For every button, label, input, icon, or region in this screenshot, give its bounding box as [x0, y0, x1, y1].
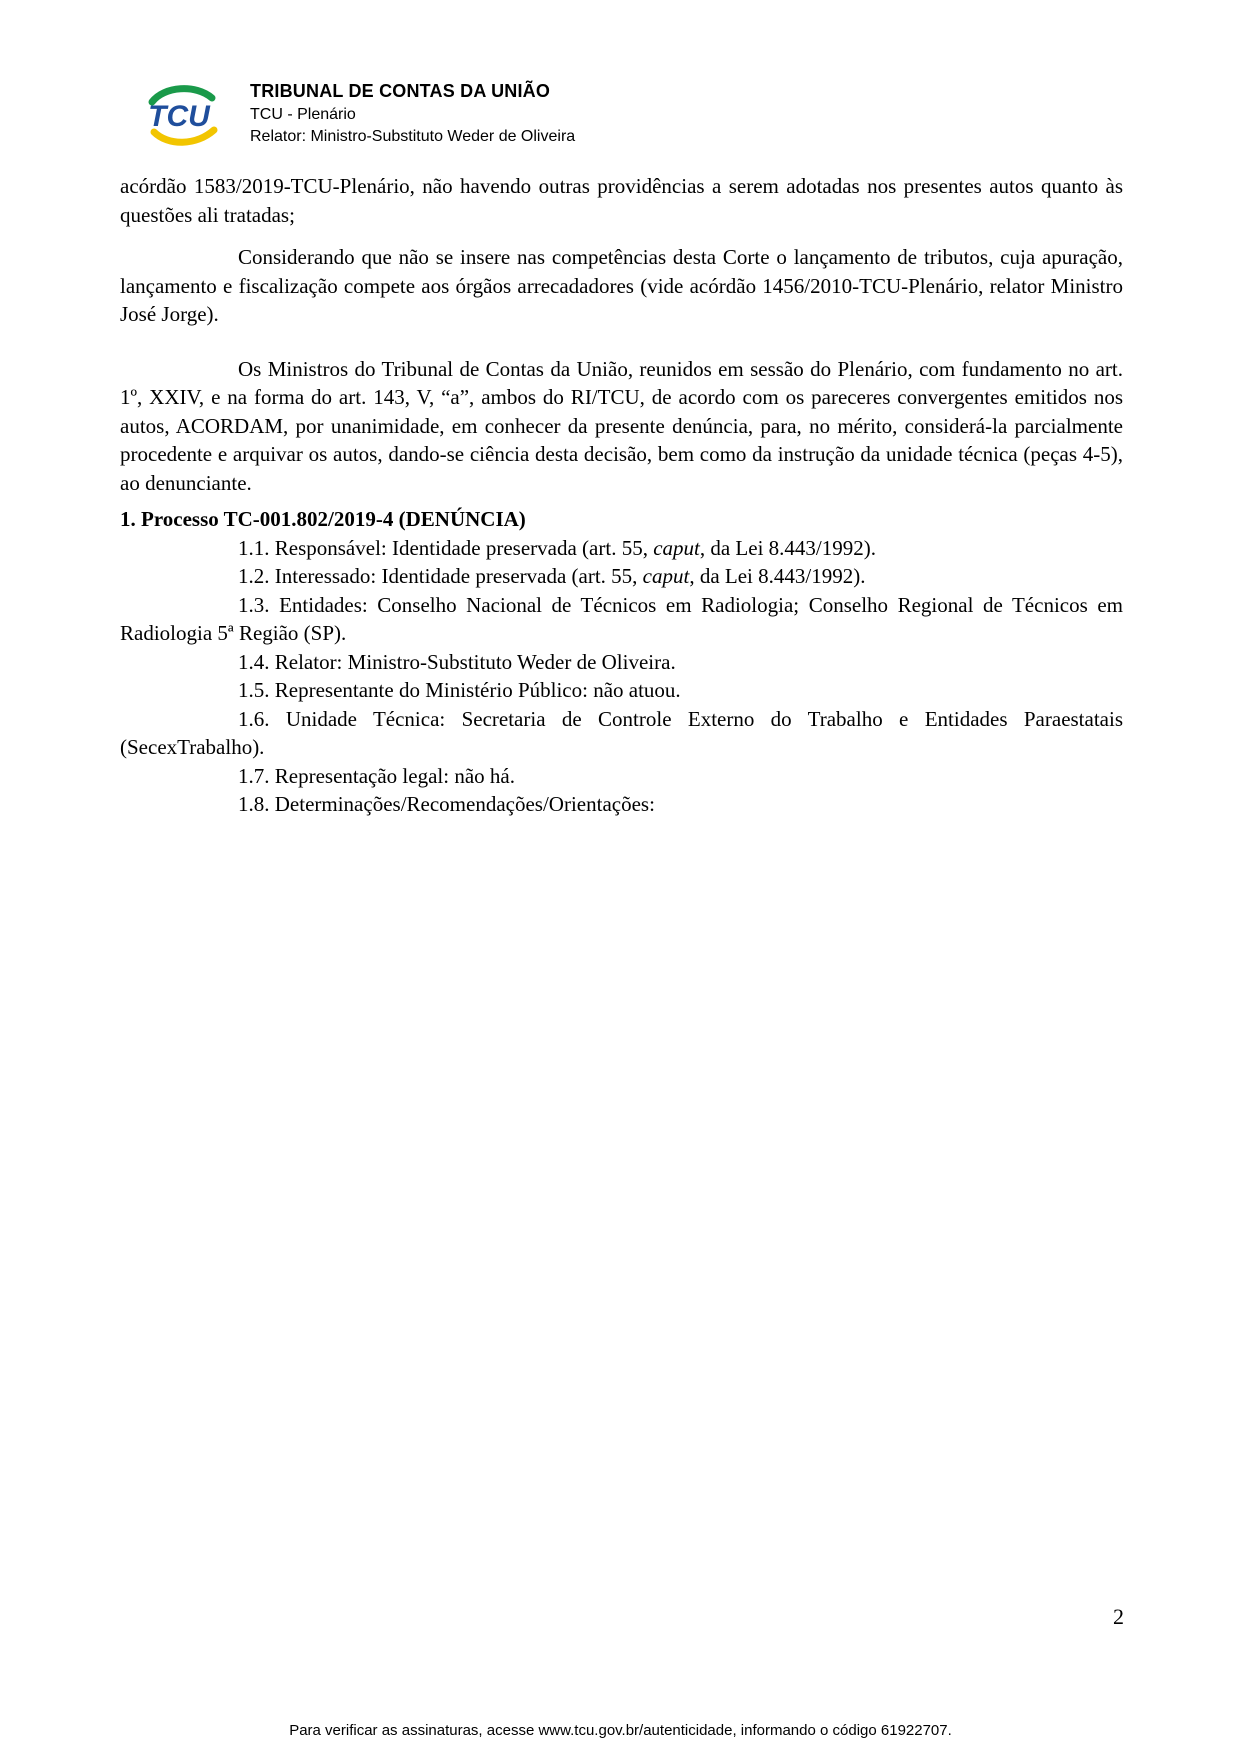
- paragraph-acordam: Os Ministros do Tribunal de Contas da União, reunidos em sessão do Plenário, com fundamento no art. 1º, XXIV, e na forma do art. 143, V, “a”, ambos do RI/TCU, de acordo com os pareceres convergentes emitidos nos autos, ACORDAM, por unanimidade, em conhecer da presente denúncia, para, no mérito, considerá-la parcialmente procedente e arquivar os autos, dando-se ciência desta decisão, bem como da instrução da unidade técnica (peças 4-5), ao denunciante.: [120, 356, 1123, 495]
- item-relator: 1.4. Relator: Ministro-Substituto Weder de Oliveira.: [238, 649, 676, 674]
- paragraph-considerando: Considerando que não se insere nas competências desta Corte o lançamento de tributos, cuja apuração, lançamento e fiscalização compete aos órgãos arrecadadores (vide acórdão 1456/2010-TCU-Plenário, relator Ministro José Jorge).: [120, 245, 1123, 326]
- item-determinacoes: 1.8. Determinações/Recomendações/Orientações:: [238, 792, 655, 816]
- item-interessado: 1.2. Interessado: Identidade preservada (art. 55, caput, da Lei 8.443/1992).: [238, 564, 866, 588]
- document-body: [120, 172, 1123, 819]
- tcu-logo: [134, 82, 224, 148]
- page-header: [134, 78, 834, 158]
- header-text-block: [250, 78, 575, 148]
- item-ministerio-publico: 1.5. Representante do Ministério Público: não atuou.: [238, 678, 681, 702]
- item-unidade-tecnica: 1.6. Unidade Técnica: Secretaria de Controle Externo do Trabalho e Entidades Paraestatais (SecexTrabalho).: [120, 706, 1123, 759]
- relator-line: Relator: Ministro-Substituto Weder de Oliveira: [250, 128, 576, 145]
- page-number: 2: [1113, 1604, 1124, 1629]
- paragraph-continuation: acórdão 1583/2019-TCU-Plenário, não havendo outras providências a serem adotadas nos presentes autos quanto às questões ali tratadas;: [120, 174, 1123, 227]
- logo-lettering: TCU: [148, 100, 210, 133]
- process-title: 1. Processo TC-001.802/2019-4 (DENÚNCIA): [120, 507, 526, 531]
- session-name: TCU - Plenário: [250, 106, 356, 123]
- item-entidades: 1.3. Entidades: Conselho Nacional de Técnicos em Radiologia; Conselho Regional de Técnicos em Radiologia 5ª Região (SP).: [120, 592, 1123, 645]
- institution-title: TRIBUNAL DE CONTAS DA UNIÃO: [250, 81, 551, 101]
- item-representacao-legal: 1.7. Representação legal: não há.: [238, 763, 515, 788]
- verification-footer: Para verificar as assinaturas, acesse www.tcu.gov.br/autenticidade, informando o código 61922707.: [289, 1722, 952, 1739]
- item-responsavel: 1.1. Responsável: Identidade preservada (art. 55, caput, da Lei 8.443/1992).: [238, 535, 876, 560]
